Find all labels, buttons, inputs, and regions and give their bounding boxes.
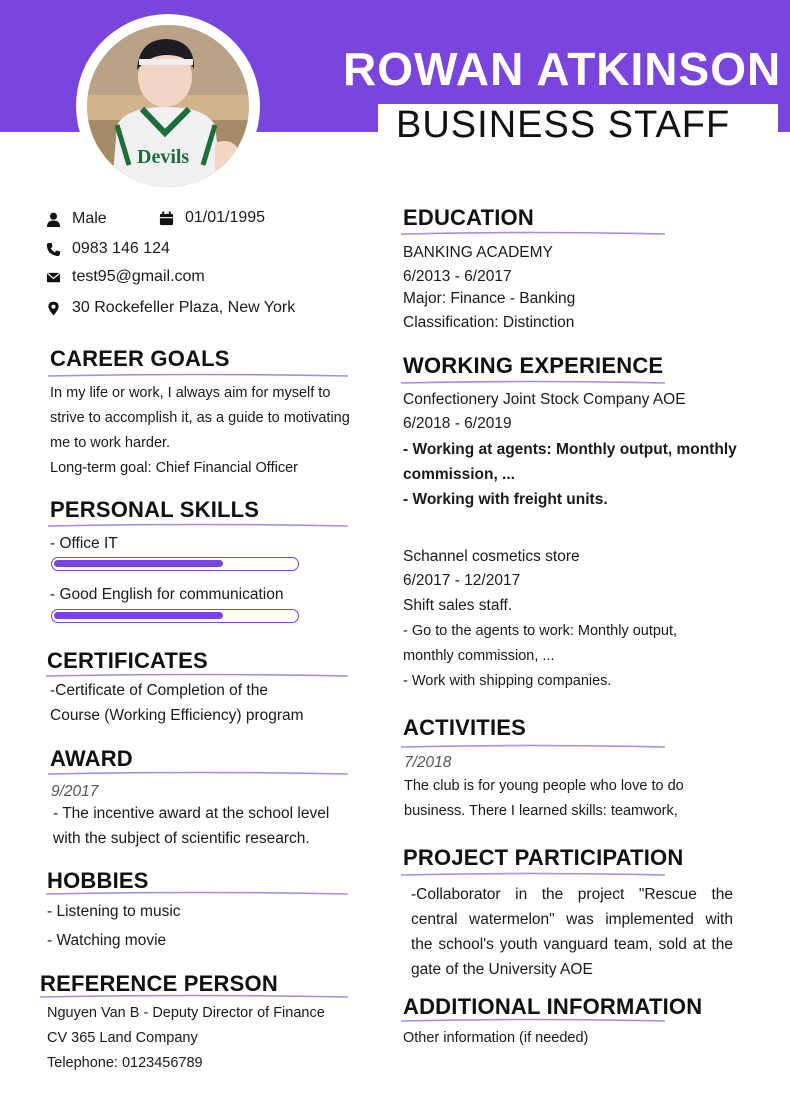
- job-duties: - Go to the agents to work: Monthly output, monthly commission, ... - Work with shipping companies.: [403, 623, 678, 689]
- reference-title: REFERENCE PERSON: [40, 971, 278, 996]
- job-period: 6/2018 - 6/2019: [403, 415, 512, 432]
- experience-underline: [401, 379, 665, 385]
- address-value: 30 Rockefeller Plaza, New York: [72, 299, 296, 316]
- activities-date: 7/2018: [404, 754, 452, 771]
- job-position: Shift sales staff.: [403, 597, 513, 614]
- education-title: EDUCATION: [403, 205, 534, 230]
- calendar-icon: [159, 211, 174, 226]
- additional-title: ADDITIONAL INFORMATION: [403, 994, 703, 1019]
- education-period: 6/2013 - 6/2017: [403, 268, 512, 285]
- person-icon: [46, 212, 61, 227]
- activities-title: ACTIVITIES: [403, 715, 527, 740]
- career-goals-underline: [48, 372, 348, 378]
- hobby-item: - Watching movie: [47, 932, 167, 949]
- education-classification: Classification: Distinction: [403, 314, 575, 331]
- career-goals-title: CAREER GOALS: [50, 346, 230, 371]
- job-company: Schannel cosmetics store: [403, 548, 580, 565]
- certificates-text: -Certificate of Completion of the Course (Working Efficiency) program: [50, 682, 304, 724]
- personal-skills-title: PERSONAL SKILLS: [50, 497, 260, 522]
- additional-text: Other information (if needed): [403, 1030, 589, 1046]
- reference-text: Nguyen Van B - Deputy Director of Finance CV 365 Land Company Telephone: 0123456789: [47, 1005, 325, 1071]
- certificates-title: CERTIFICATES: [47, 648, 208, 673]
- phone-row: [46, 240, 170, 258]
- email-value: test95@gmail.com: [72, 268, 205, 285]
- skill-bar-fill: [54, 612, 223, 619]
- award-date: 9/2017: [51, 783, 99, 800]
- address-row: [46, 299, 295, 317]
- projects-underline: [401, 871, 665, 877]
- award-text: - The incentive award at the school level with the subject of scientific research.: [53, 805, 330, 847]
- job-period: 6/2017 - 12/2017: [403, 572, 521, 589]
- education-major: Major: Finance - Banking: [403, 290, 576, 307]
- experience-title: WORKING EXPERIENCE: [403, 353, 664, 378]
- skill-bar-fill: [54, 560, 223, 567]
- svg-text:Devils: Devils: [137, 146, 190, 168]
- candidate-role: BUSINESS STAFF: [396, 104, 731, 146]
- education-school: BANKING ACADEMY: [403, 244, 553, 261]
- job-duties: - Working at agents: Monthly output, monthly commission, ... - Working with freight units.: [403, 441, 737, 508]
- reference-underline: [40, 993, 348, 999]
- projects-title: PROJECT PARTICIPATION: [403, 845, 684, 870]
- additional-underline: [401, 1017, 665, 1023]
- activities-underline: [401, 743, 665, 749]
- activities-text: The club is for young people who love to do business. There I learned skills: teamwork,: [404, 778, 684, 819]
- award-title: AWARD: [50, 746, 133, 771]
- hobbies-underline: [46, 890, 348, 896]
- skill-label: - Office IT: [50, 535, 118, 552]
- skill-label: - Good English for communication: [50, 586, 284, 603]
- phone-value: 0983 146 124: [72, 240, 170, 257]
- career-goals-text: In my life or work, I always aim for myself to strive to accomplish it, as a guide to motivating me to work harder. Long-term goal: Chief Financial Officer: [50, 385, 350, 476]
- projects-text: -Collaborator in the project "Rescue the central watermelon" was implemented with the school's youth vanguard team, sold at the gate of the University AOE: [411, 886, 733, 978]
- personal-skills-underline: [48, 522, 348, 528]
- gender-row: [46, 210, 107, 228]
- location-pin-icon: [46, 301, 61, 316]
- hobbies-title: HOBBIES: [47, 868, 149, 893]
- hobby-item: - Listening to music: [47, 903, 181, 920]
- phone-icon: [46, 242, 61, 257]
- skill-bar: [51, 557, 299, 571]
- skill-bar: [51, 609, 299, 623]
- gender-value: Male: [72, 210, 107, 227]
- candidate-name: ROWAN ATKINSON: [343, 43, 782, 95]
- avatar: [87, 25, 249, 187]
- envelope-icon: [46, 270, 61, 285]
- birthday-row: [159, 209, 265, 227]
- education-underline: [401, 230, 665, 236]
- birthday-value: 01/01/1995: [185, 209, 266, 226]
- job-company: Confectionery Joint Stock Company AOE: [403, 391, 686, 408]
- email-row: [46, 268, 205, 286]
- avatar-photo: [87, 25, 249, 187]
- award-underline: [48, 770, 348, 776]
